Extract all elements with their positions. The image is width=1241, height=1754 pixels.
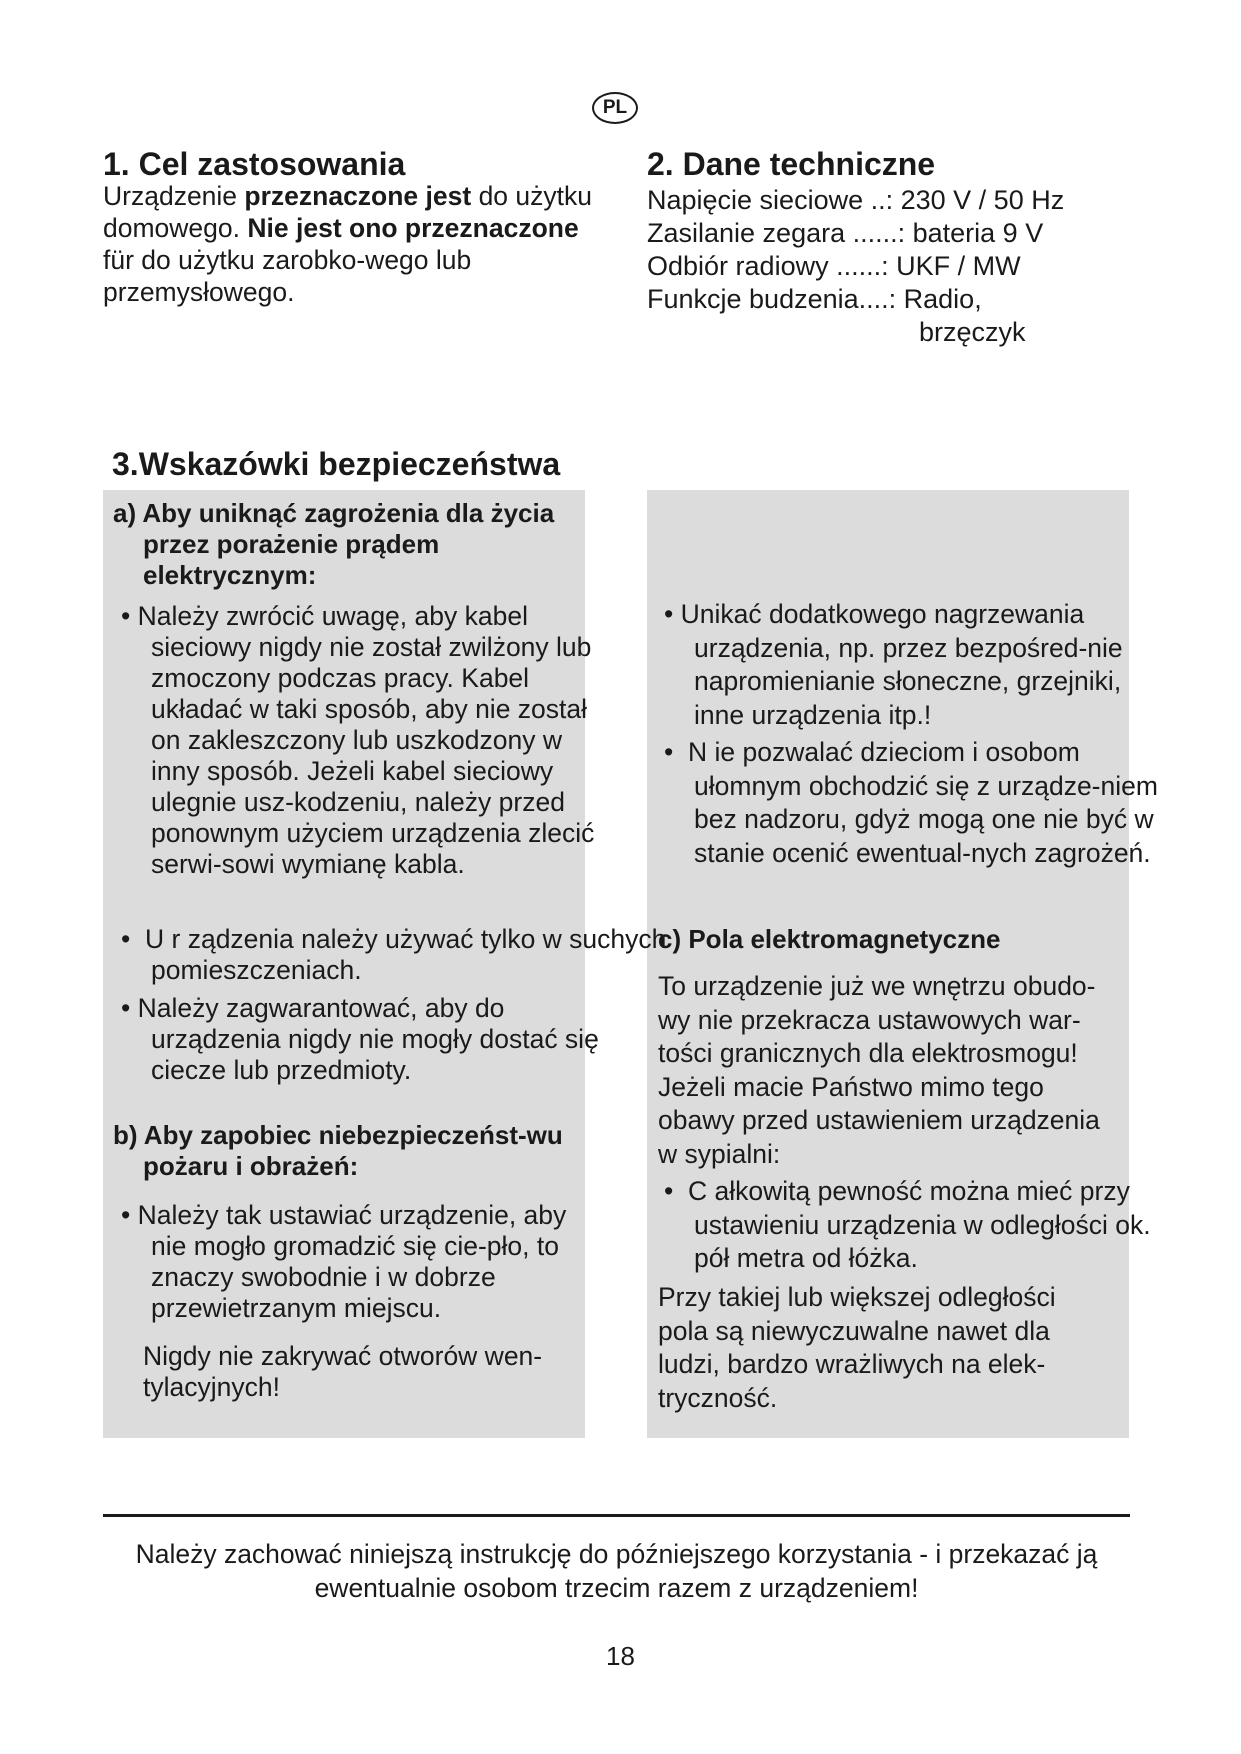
- emf-paragraph-1: To urządzenie już we wnętrzu obudo-wy nie przekracza ustawowych war-tości granicznych dla elektrosmogu! Jeżeli macie Państwo mimo tego obawy przed ustawieniem urządzenia w sypialni:: [658, 971, 1100, 1169]
- section1-title: 1. Cel zastosowania: [103, 146, 406, 182]
- bullet-text: Należy zwrócić uwagę, aby kabel sieciowy nigdy nie został zwilżony lub zmoczony podczas pracy. Kabel układać w taki sposób, aby nie został on zakleszczony lub uszkodzony w inny sposób. Jeżeli kabel sieciowy ulegnie usz-kodzeniu, należy przed ponownym użyciem urządzenia zlecić serwi-sowi wymianę kabla.: [137, 601, 595, 879]
- tech-data-list: [647, 184, 1127, 349]
- section3-title: 3.Wskazówki bezpieczeństwa: [112, 446, 561, 482]
- bullet-item: • C ałkowitą pewność można mieć przy ustawieniu urządzenia w odległości ok. pół metra od łóżka.: [664, 1176, 1151, 1273]
- subsection-b-title: b) Aby zapobiec niebezpieczeńst-wu pożaru i obrażeń:: [113, 1120, 563, 1181]
- bullet-item: • Unikać dodatkowego nagrzewania urządzenia, np. przez bezpośred-nie napromienianie słoneczne, grzejniki, inne urządzenia itp.!: [664, 599, 1123, 730]
- section1-text-3: für do użytku zarobko-wego lub przemysłowego.: [103, 245, 472, 307]
- tech-row: Odbiór radiowy ......: UKF / MW: [647, 251, 1021, 281]
- bullet-item: • Należy zwrócić uwagę, aby kabel sieciowy nigdy nie został zwilżony lub zmoczony podczas pracy. Kabel układać w taki sposób, aby nie został on zakleszczony lub uszkodzony w inny sposób. Jeżeli kabel sieciowy ulegnie usz-kodzeniu, należy przed ponownym użyciem urządzenia zlecić serwi-sowi wymianę kabla.: [121, 601, 595, 879]
- bullet-text: N ie pozwalać dzieciom i osobom ułomnym obchodzić się z urządze-niem bez nadzoru, gdyż mogą one nie być w stanie ocenić ewentual-nych zagrożeń.: [688, 737, 1158, 868]
- language-badge: PL: [592, 92, 638, 124]
- section1-bold-2: Nie jest ono przeznaczone: [247, 213, 579, 243]
- bullet-text: C ałkowitą pewność można mieć przy ustawieniu urządzenia w odległości ok. pół metra od łóżka.: [688, 1176, 1151, 1273]
- bullet-text: U r ządzenia należy używać tylko w suchych pomieszczeniach.: [145, 924, 667, 985]
- ventilation-note: Nigdy nie zakrywać otworów wen-tylacyjnych!: [143, 1341, 543, 1402]
- emf-paragraph-2: Przy takiej lub większej odległości pola są niewyczuwalne nawet dla ludzi, bardzo wrażliwych na elek-tryczność.: [658, 1282, 1056, 1413]
- bullet-item: • U r ządzenia należy używać tylko w suchych pomieszczeniach.: [121, 924, 667, 985]
- bullet-item: • N ie pozwalać dzieciom i osobom ułomnym obchodzić się z urządze-niem bez nadzoru, gdyż mogą one nie być w stanie ocenić ewentual-nych zagrożeń.: [664, 737, 1158, 868]
- subsection-c-title: c) Pola elektromagnetyczne: [658, 924, 1001, 954]
- footer-divider: [103, 1514, 1130, 1517]
- section2-title: 2. Dane techniczne: [647, 146, 936, 182]
- section1-text-1: Urządzenie: [103, 181, 245, 211]
- tech-row-continuation: brzęczyk: [919, 317, 1026, 347]
- tech-row: Zasilanie zegara ......: bateria 9 V: [647, 218, 1044, 248]
- subsection-a-title: a) Aby uniknąć zagrożenia dla życia przez porażenie prądem elektrycznym:: [113, 498, 555, 590]
- page-number: 18: [606, 1641, 635, 1671]
- tech-row: Funkcje budzenia....: Radio,: [647, 284, 982, 314]
- bullet-text: Należy zagwarantować, aby do urządzenia nigdy nie mogły dostać się ciecze lub przedmioty.: [137, 993, 599, 1085]
- bullet-text: Unikać dodatkowego nagrzewania urządzenia, np. przez bezpośred-nie napromienianie słoneczne, grzejniki, inne urządzenia itp.!: [680, 599, 1123, 730]
- section1-body: [103, 180, 593, 308]
- bullet-text: Należy tak ustawiać urządzenie, aby nie mogło gromadzić się cie-pło, to znaczy swobodnie i w dobrze przewietrzanym miejscu.: [137, 1200, 567, 1323]
- tech-row: Napięcie sieciowe ..: 230 V / 50 Hz: [647, 185, 1065, 215]
- section1-text-2: do użytku domowego.: [103, 181, 592, 243]
- bullet-item: • Należy zagwarantować, aby do urządzenia nigdy nie mogły dostać się ciecze lub przedmioty.: [121, 993, 599, 1085]
- section1-bold-1: przeznaczone jest: [244, 181, 472, 211]
- bullet-item: • Należy tak ustawiać urządzenie, aby nie mogło gromadzić się cie-pło, to znaczy swobodnie i w dobrze przewietrzanym miejscu.: [121, 1200, 567, 1323]
- footer-note: Należy zachować niniejszą instrukcję do późniejszego korzystania - i przekazać ją ewentualnie osobom trzecim razem z urządzeniem!: [135, 1539, 1098, 1603]
